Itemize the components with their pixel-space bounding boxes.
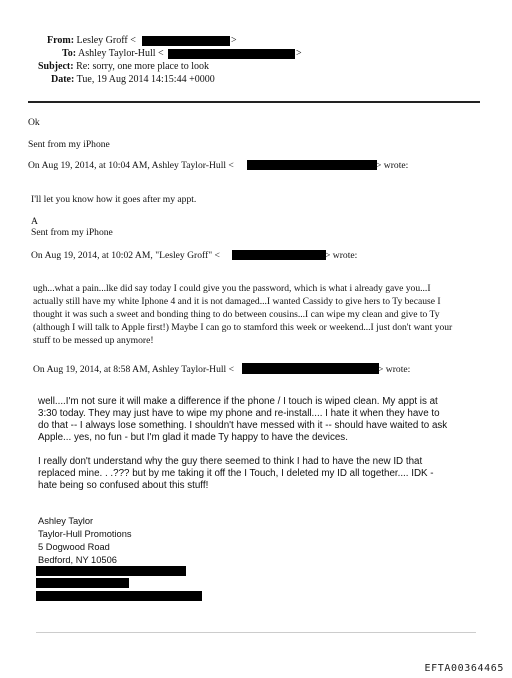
subject-row	[38, 61, 209, 72]
footer-divider	[36, 632, 476, 633]
sent-from-iphone-2: Sent from my iPhone	[31, 227, 113, 238]
redaction-signature-line-1	[36, 566, 186, 576]
signoff-initial: A	[31, 216, 38, 227]
message-well-line-1: well....I'm not sure it will make a difference if the phone / I touch is wiped clean. My appt is at	[38, 396, 438, 407]
signature-name: Ashley Taylor	[38, 516, 94, 526]
redaction-signature-line-2	[36, 578, 129, 588]
subject-value: Re: sorry, one more place to look	[76, 61, 209, 72]
from-value: Lesley Groff <	[76, 35, 136, 46]
message-pain-line-4: (although I will talk to Apple first!) Maybe I can go to stamford this week or weekend...I just don't want your	[33, 322, 453, 333]
redaction-quote3-email	[242, 363, 379, 374]
quote2-wrote: > wrote:	[325, 250, 358, 261]
message-pain-line-1: ugh...what a pain...lke did say today I could give you the password, which is what i already gave you...I	[33, 283, 431, 294]
redaction-quote1-email	[247, 160, 377, 170]
quote3-attribution: On Aug 19, 2014, at 8:58 AM, Ashley Taylor-Hull <	[33, 364, 235, 375]
header-divider	[28, 101, 480, 103]
message-well-line-2: 3:30 today. They may just have to wipe my phone and re-install.... I hate it when they have to	[38, 408, 440, 419]
message-pain-line-3: thought it was such a sweet and bonding thing to do between cousins...I can wipe my clean and give to Ty	[33, 309, 440, 320]
quote1-attribution: On Aug 19, 2014, at 10:04 AM, Ashley Taylor-Hull <	[28, 160, 234, 171]
redaction-from-email	[142, 36, 230, 46]
signature-street: 5 Dogwood Road	[38, 542, 110, 552]
message-pain-line-5: stuff to be messed up anymore!	[33, 335, 154, 346]
message-confused-line-3: hate being so confused about this stuff!	[38, 480, 209, 491]
from-label: From:	[47, 35, 75, 46]
quote2-attribution: On Aug 19, 2014, at 10:02 AM, "Lesley Groff" <	[31, 250, 220, 261]
signature-company: Taylor-Hull Promotions	[38, 529, 132, 539]
date-value: Tue, 19 Aug 2014 14:15:44 +0000	[76, 74, 215, 85]
to-label: To:	[62, 48, 77, 59]
from-row	[47, 35, 136, 46]
subject-label: Subject:	[38, 61, 74, 72]
message-well-line-3: do that -- I always lose something. I shouldn't have messed with it -- should have waited to ask	[38, 420, 448, 431]
to-value: Ashley Taylor-Hull <	[78, 48, 164, 59]
sent-from-iphone-1: Sent from my iPhone	[28, 139, 110, 150]
to-row	[62, 48, 164, 59]
message-confused-line-2: replaced mine. . .??? but by me taking it off the I Touch, I deleted my ID all together.... IDK -	[38, 468, 434, 479]
from-close-bracket: >	[231, 35, 237, 46]
date-label: Date:	[51, 74, 75, 85]
quote1-wrote: > wrote:	[376, 160, 409, 171]
message-confused-line-1: I really don't understand why the guy there seemed to think I had to have the new ID that	[38, 456, 423, 467]
message-well-line-4: Apple... yes, no fun - but I'm glad it made Ty happy to have the devices.	[38, 432, 348, 443]
redaction-signature-line-3	[36, 591, 202, 601]
quote3-wrote: > wrote:	[378, 364, 411, 375]
redaction-to-email	[168, 49, 295, 59]
to-close-bracket: >	[296, 48, 302, 59]
message-pain-line-2: actually still have my white Iphone 4 and it is not damaged...I wanted Cassidy to give hers to Ty because I	[33, 296, 441, 307]
date-row	[51, 74, 215, 85]
bates-number: EFTA00364465	[424, 663, 504, 674]
signature-city: Bedford, NY 10506	[38, 555, 117, 565]
reply-ok: Ok	[28, 117, 40, 128]
redaction-quote2-email	[232, 250, 326, 260]
message-appt: I'll let you know how it goes after my appt.	[31, 194, 197, 205]
